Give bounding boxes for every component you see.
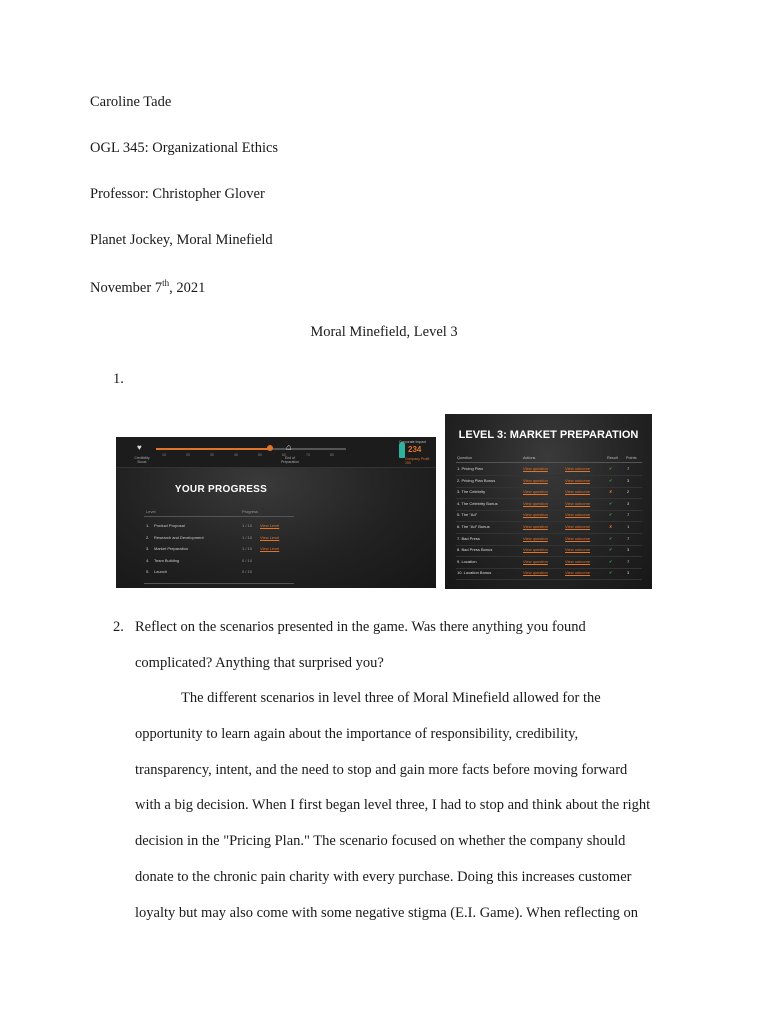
your-progress-heading: YOUR PROGRESS <box>174 484 268 495</box>
view-outcome-link[interactable]: View outcome <box>565 570 591 576</box>
question-row <box>456 487 642 499</box>
question-points: 7 <box>627 535 630 541</box>
question-points: 7 <box>627 558 630 564</box>
progress-row-name: Launch <box>154 569 168 574</box>
progress-row-value: 1 / 10 <box>242 523 253 528</box>
course-name: OGL 345: Organizational Ethics <box>90 140 279 156</box>
question-name: 2. Pricing Plan Bonus <box>457 477 496 483</box>
check-icon: ✔ <box>609 477 613 483</box>
score-value: 234 <box>408 445 422 454</box>
progress-row-value: 1 / 10 <box>242 534 253 540</box>
progress-row-value: 0 / 10 <box>242 569 253 574</box>
question-row <box>456 545 642 557</box>
question-name: 7. Bad Press <box>457 535 480 541</box>
progress-row-value: 1 / 10 <box>242 546 253 551</box>
heart-icon: ♥ <box>137 443 142 452</box>
check-icon: ✔ <box>609 512 613 518</box>
question-column-header: Question <box>457 456 473 460</box>
student-name: Caroline Tade <box>90 94 172 110</box>
view-question-link[interactable]: View question <box>523 570 548 576</box>
question-row <box>456 522 642 534</box>
question-name: 6. The "Ad" Bonus <box>457 524 490 529</box>
level-table-divider <box>456 462 642 463</box>
question-points: 3 <box>627 477 630 483</box>
progress-tick-label: 60 <box>282 453 286 457</box>
view-level-link[interactable]: View Level <box>260 534 280 540</box>
credibility-boost-label: Credibility Boost <box>134 456 150 464</box>
view-outcome-link[interactable]: View outcome <box>565 512 591 518</box>
company-profit-label: Company Profit: 150 <box>405 457 431 465</box>
assignment-name: Planet Jockey, Moral Minefield <box>90 232 273 248</box>
view-question-link[interactable]: View question <box>523 500 548 506</box>
view-outcome-link[interactable]: View outcome <box>565 500 591 506</box>
level-column-header: Level <box>146 509 156 514</box>
answer-line: opportunity to learn again about the importance of responsibility, credibility, <box>135 725 579 742</box>
question-row <box>456 476 642 488</box>
item-2-number: 2. <box>113 619 124 635</box>
date <box>90 278 205 297</box>
question-line-1: Reflect on the scenarios presented in the game. Was there anything you found <box>135 619 586 635</box>
level-3-heading: LEVEL 3: MARKET PREPARATION <box>458 429 639 441</box>
progress-row-name: Market Preparation <box>154 546 189 551</box>
question-name: 4. The Celebrity Bonus <box>457 500 498 506</box>
question-row <box>456 510 642 522</box>
question-row <box>456 499 642 511</box>
view-outcome-link[interactable]: View outcome <box>565 489 591 495</box>
question-points: 7 <box>627 512 630 518</box>
view-question-link[interactable]: View question <box>523 535 548 541</box>
progress-row-name: Product Proposal <box>154 523 185 528</box>
question-name: 10. Location Bonus <box>457 570 492 576</box>
progress-row-number: 4. <box>146 557 150 563</box>
question-points: 7 <box>627 466 630 471</box>
answer-line: The different scenarios in level three of Moral Minefield allowed for the <box>181 690 601 706</box>
progress-bottom-divider <box>144 583 294 584</box>
check-icon: ✔ <box>609 558 613 564</box>
corporate-impact-label: Corporate Impact <box>399 440 427 444</box>
answer-line: loyalty but may also come with some negative stigma (E.I. Game). When reflecting on <box>135 904 639 921</box>
question-line-2: complicated? Anything that surprised you? <box>135 655 384 671</box>
cross-icon: ✘ <box>609 489 613 495</box>
page-title: Moral Minefield, Level 3 <box>310 324 458 340</box>
check-icon: ✔ <box>609 570 613 576</box>
date-suffix: th <box>162 278 170 288</box>
progress-tick-label: 10 <box>162 453 166 457</box>
view-question-link[interactable]: View question <box>523 547 548 553</box>
view-level-link[interactable]: View Level <box>260 523 280 528</box>
view-outcome-link[interactable]: View outcome <box>565 524 591 529</box>
progress-row-name: Team Building <box>154 557 180 563</box>
question-row <box>456 464 642 476</box>
question-points: 3 <box>627 547 630 553</box>
progress-tick-label: 20 <box>186 453 190 457</box>
progress-screenshot <box>116 437 436 588</box>
question-name: 1. Pricing Plan <box>457 466 483 471</box>
result-column-header: Result <box>607 456 618 460</box>
progress-row-number: 1. <box>146 523 150 528</box>
progress-column-header: Progress <box>242 509 259 514</box>
actions-column-header: Actions <box>523 456 536 460</box>
progress-row-number: 5. <box>146 569 150 574</box>
question-name: 8. Bad Press Bonus <box>457 547 493 553</box>
progress-row-number: 3. <box>146 546 150 551</box>
view-question-link[interactable]: View question <box>523 512 548 518</box>
person-icon <box>399 442 405 458</box>
end-preparation-label: End of Preparation <box>280 456 300 464</box>
level-3-screenshot <box>445 414 652 589</box>
date-year: , 2021 <box>169 279 206 296</box>
date-main: November 7 <box>90 279 163 296</box>
view-outcome-link[interactable]: View outcome <box>565 477 591 483</box>
progress-row-value: 0 / 10 <box>242 557 253 563</box>
progress-track <box>156 448 346 450</box>
answer-line: transparency, intent, and the need to stop and gain more facts before moving forward <box>135 761 628 778</box>
question-row <box>456 568 642 580</box>
check-icon: ✔ <box>609 466 613 471</box>
view-outcome-link[interactable]: View outcome <box>565 535 591 541</box>
check-icon: ✔ <box>609 547 613 553</box>
question-points: 3 <box>627 570 630 576</box>
progress-row-name: Research and Development <box>154 534 204 540</box>
view-question-link[interactable]: View question <box>523 477 548 483</box>
progress-tick-label: 40 <box>234 453 238 457</box>
question-points: 3 <box>627 500 630 506</box>
question-name: 3. The Celebrity <box>457 489 486 495</box>
view-outcome-link[interactable]: View outcome <box>565 558 591 564</box>
view-question-link[interactable]: View question <box>523 489 548 495</box>
answer-line: with a big decision. When I first began level three, I had to stop and think about the right <box>135 797 651 814</box>
answer-line: donate to the chronic pain charity with every purchase. Doing this increases customer <box>135 869 632 885</box>
progress-tick-label: 80 <box>330 453 334 457</box>
view-outcome-link[interactable]: View outcome <box>565 547 591 553</box>
points-column-header: Points <box>626 456 637 460</box>
check-icon: ✔ <box>609 535 613 541</box>
question-name: 5. The "Ad" <box>457 512 478 518</box>
building-icon: ⌂ <box>286 442 292 452</box>
view-outcome-link[interactable]: View outcome <box>565 466 591 471</box>
answer-line: decision in the "Pricing Plan." The scenario focused on whether the company should <box>135 833 626 850</box>
question-points: 1 <box>627 524 630 529</box>
question-row <box>456 557 642 569</box>
progress-fill <box>156 448 270 450</box>
view-question-link[interactable]: View question <box>523 466 548 471</box>
cross-icon: ✘ <box>609 524 613 529</box>
question-points: 2 <box>627 489 630 495</box>
progress-tick-label: 30 <box>210 453 214 457</box>
professor-name: Professor: Christopher Glover <box>90 186 265 202</box>
progress-knob <box>267 445 273 451</box>
view-question-link[interactable]: View question <box>523 524 548 529</box>
progress-divider <box>144 516 294 517</box>
view-question-link[interactable]: View question <box>523 558 548 564</box>
question-row <box>456 534 642 546</box>
view-level-link[interactable]: View Level <box>260 546 280 551</box>
item-1-number: 1. <box>113 371 124 387</box>
question-name: 9. Location <box>457 558 477 564</box>
progress-tick-label: 70 <box>306 453 310 457</box>
progress-tick-label: 50 <box>258 453 262 457</box>
check-icon: ✔ <box>609 500 613 506</box>
progress-row-number: 2. <box>146 534 150 540</box>
